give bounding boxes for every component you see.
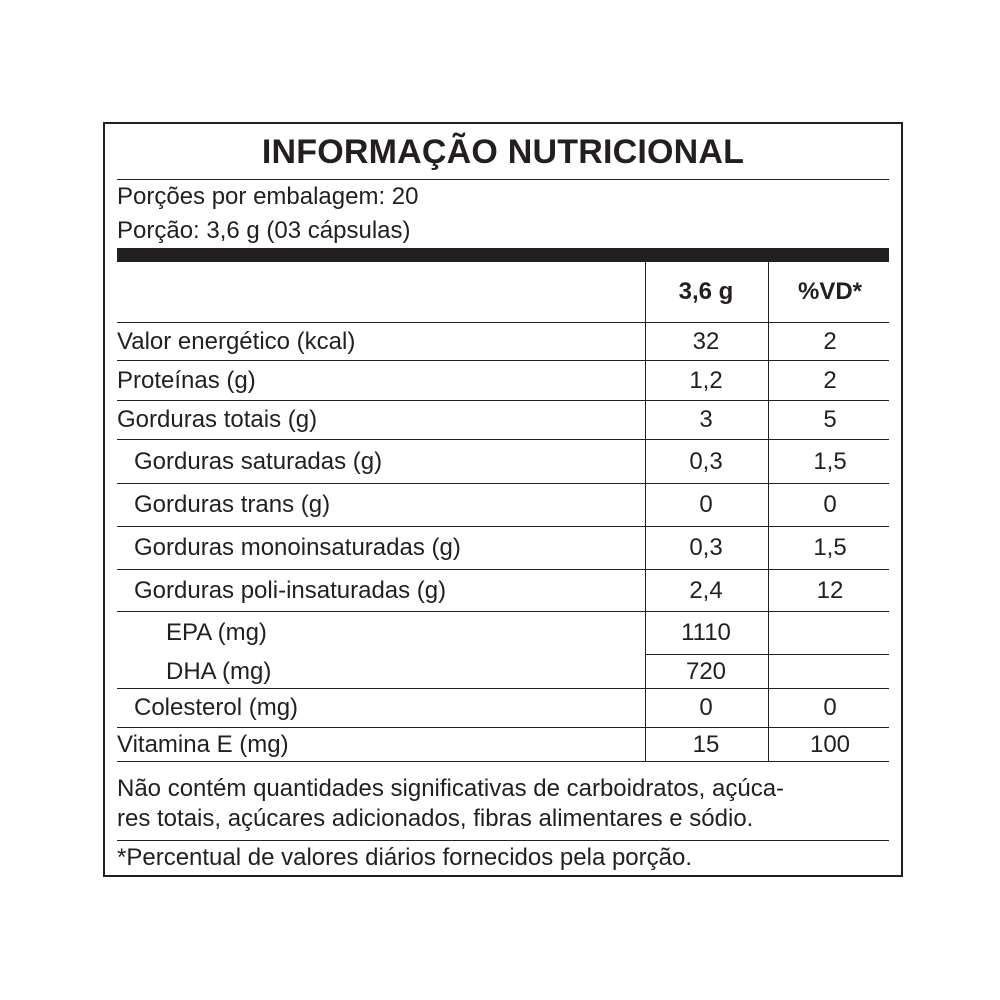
panel-title: INFORMAÇÃO NUTRICIONAL xyxy=(261,133,745,171)
nutrient-daily-value: 1,5 xyxy=(813,447,847,475)
nutrient-daily-value: 12 xyxy=(816,576,844,604)
nutrient-daily-value: 1,5 xyxy=(813,534,847,561)
table-row-saturated-fat xyxy=(117,440,889,483)
servings-per-package: Porções por embalagem: 20 xyxy=(117,183,419,210)
divider xyxy=(117,179,889,180)
table-row-trans-fat xyxy=(117,484,889,526)
footnote-not-significant xyxy=(117,774,891,834)
nutrient-quantity: 3 xyxy=(699,406,713,433)
table-row-monounsaturated-fat xyxy=(117,527,889,569)
nutrient-daily-value xyxy=(768,655,892,688)
footnote-line: Não contém quantidades significativas de carboidratos, açúca- xyxy=(117,775,785,802)
nutrient-daily-value: 100 xyxy=(809,730,851,758)
nutrient-daily-value: 0 xyxy=(823,694,837,721)
nutrient-quantity: 2,4 xyxy=(689,576,723,604)
header-daily-value: %VD* xyxy=(797,278,863,305)
nutrient-label: DHA (mg) xyxy=(166,657,272,685)
nutrient-quantity: 15 xyxy=(692,730,720,758)
table-row-epa xyxy=(117,612,889,654)
nutrient-label: Proteínas (g) xyxy=(117,366,256,394)
nutrient-label: Vitamina E (mg) xyxy=(117,730,289,758)
table-header-row xyxy=(117,262,889,322)
nutrition-facts-panel xyxy=(103,122,903,877)
nutrient-quantity: 0,3 xyxy=(689,447,723,475)
serving-size: Porção: 3,6 g (03 cápsulas) xyxy=(117,217,411,244)
nutrient-label: EPA (mg) xyxy=(166,619,267,646)
nutrient-label: Gorduras poli-insaturadas (g) xyxy=(134,576,447,604)
nutrient-quantity: 0,3 xyxy=(689,534,723,561)
nutrient-quantity: 0 xyxy=(699,694,713,721)
table-row-protein xyxy=(117,361,889,400)
table-row-vitamin-e xyxy=(117,728,889,761)
header-quantity: 3,6 g xyxy=(678,278,734,305)
nutrient-label: Gorduras saturadas (g) xyxy=(134,447,383,475)
nutrient-daily-value: 0 xyxy=(823,491,837,518)
row-divider xyxy=(117,761,889,762)
table-row-polyunsaturated-fat xyxy=(117,570,889,611)
nutrient-label: Colesterol (mg) xyxy=(134,694,299,721)
daily-value-note: *Percentual de valores diários fornecidos pela porção. xyxy=(117,844,693,871)
table-row-cholesterol xyxy=(117,689,889,727)
table-row-energy xyxy=(117,323,889,360)
table-row-total-fat xyxy=(117,401,889,439)
nutrient-quantity: 0 xyxy=(699,491,713,518)
nutrient-daily-value: 2 xyxy=(823,366,837,394)
nutrient-label: Gorduras totais (g) xyxy=(117,406,318,433)
divider xyxy=(117,840,889,841)
nutrient-quantity: 720 xyxy=(685,657,727,685)
nutrient-daily-value: 5 xyxy=(823,406,837,433)
nutrient-label: Gorduras trans (g) xyxy=(134,491,331,518)
nutrient-label: Valor energético (kcal) xyxy=(117,327,356,355)
nutrient-daily-value: 2 xyxy=(823,327,837,355)
thick-divider xyxy=(117,248,889,262)
table-row-dha xyxy=(117,655,889,688)
nutrient-quantity: 32 xyxy=(692,327,720,355)
nutrient-quantity: 1110 xyxy=(681,619,731,646)
nutrient-label: Gorduras monoinsaturadas (g) xyxy=(134,534,461,561)
nutrient-daily-value xyxy=(768,612,892,654)
nutrient-quantity: 1,2 xyxy=(689,366,723,394)
footnote-line: res totais, açúcares adicionados, fibras alimentares e sódio. xyxy=(117,805,754,832)
